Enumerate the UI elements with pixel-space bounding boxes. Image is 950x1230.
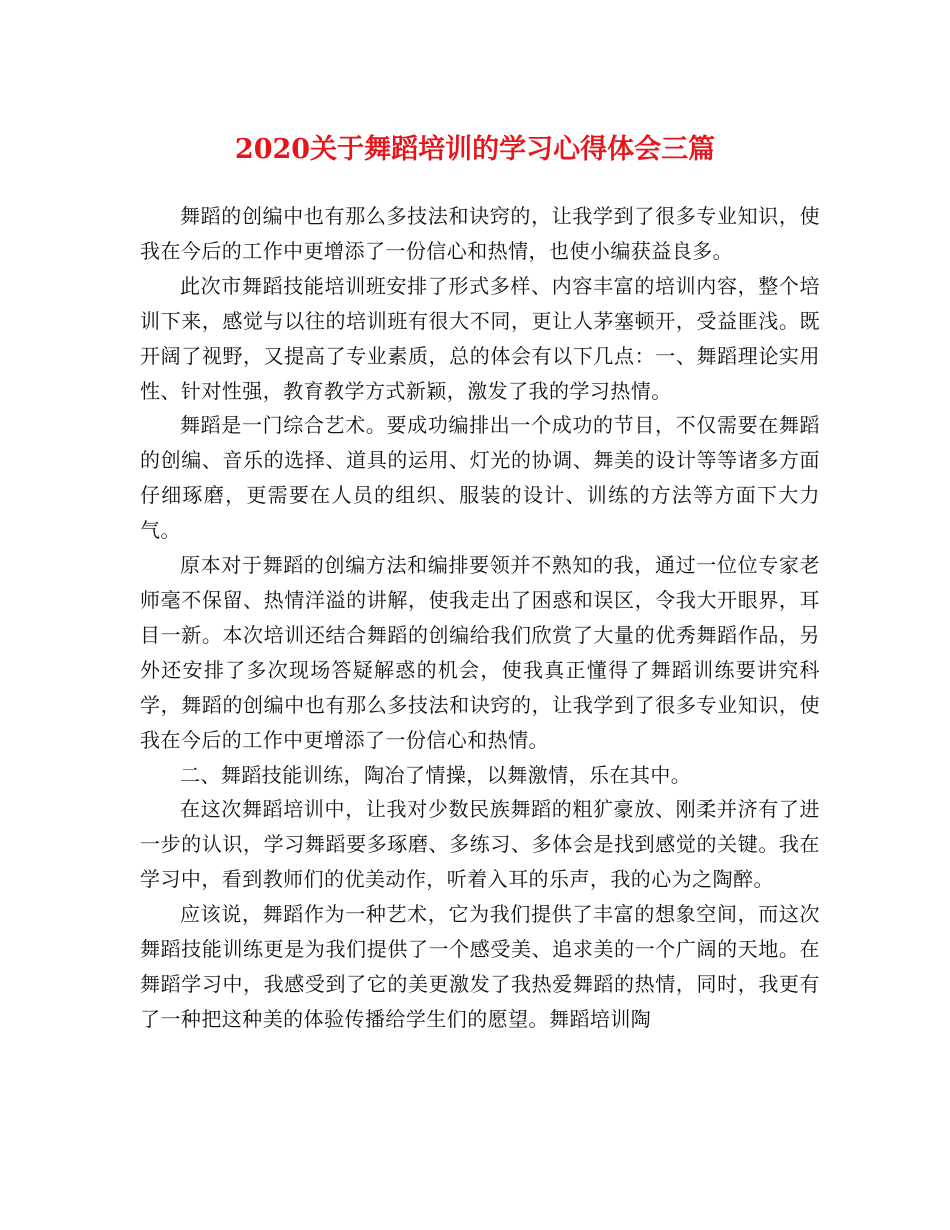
document-title: 2020关于舞蹈培训的学习心得体会三篇 <box>234 134 716 165</box>
paragraph-3: 舞蹈是一门综合艺术。要成功编排出一个成功的节目，不仅需要在舞蹈的创编、音乐的选择、道具的运用、灯光的协调、舞美的设计等等诸多方面仔细琢磨，更需要在人员的组织、服装的设计、训练的方法等方面下大力气。 <box>140 413 820 543</box>
paragraph-5: 二、舞蹈技能训练，陶冶了情操，以舞激情，乐在其中。 <box>180 762 692 787</box>
paragraph-2: 此次市舞蹈技能培训班安排了形式多样、内容丰富的培训内容，整个培训下来，感觉与以往的培训班有很大不同，更让人茅塞顿开，受益匪浅。既开阔了视野，又提高了专业素质，总的体会有以下几点：一、舞蹈理论实用性、针对性强，教育教学方式新颖，激发了我的学习热情。 <box>140 273 820 403</box>
paragraph-6: 在这次舞蹈培训中，让我对少数民族舞蹈的粗犷豪放、刚柔并济有了进一步的认识，学习舞蹈要多琢磨、多练习、多体会是找到感觉的关键。我在学习中，看到教师们的优美动作，听着入耳的乐声，我的心为之陶醉。 <box>140 797 820 892</box>
paragraph-1: 舞蹈的创编中也有那么多技法和诀窍的，让我学到了很多专业知识，使我在今后的工作中更增添了一份信心和热情，也使小编获益良多。 <box>140 204 820 263</box>
document-body <box>140 199 820 1037</box>
paragraph-7: 应该说，舞蹈作为一种艺术，它为我们提供了丰富的想象空间，而这次舞蹈技能训练更是为我们提供了一个感受美、追求美的一个广阔的天地。在舞蹈学习中，我感受到了它的美更激发了我热爱舞蹈的热情，同时，我更有了一种把这种美的体验传播给学生们的愿望。舞蹈培训陶 <box>140 902 820 1031</box>
paragraph-4: 原本对于舞蹈的创编方法和编排要领并不熟知的我，通过一位位专家老师毫不保留、热情洋溢的讲解，使我走出了困惑和误区，令我大开眼界，耳目一新。本次培训还结合舞蹈的创编给我们欣赏了大量的优秀舞蹈作品，另外还安排了多次现场答疑解惑的机会，使我真正懂得了舞蹈训练要讲究科学，舞蹈的创编中也有那么多技法和诀窍的，让我学到了很多专业知识，使我在今后的工作中更增添了一份信心和热情。 <box>140 553 820 752</box>
